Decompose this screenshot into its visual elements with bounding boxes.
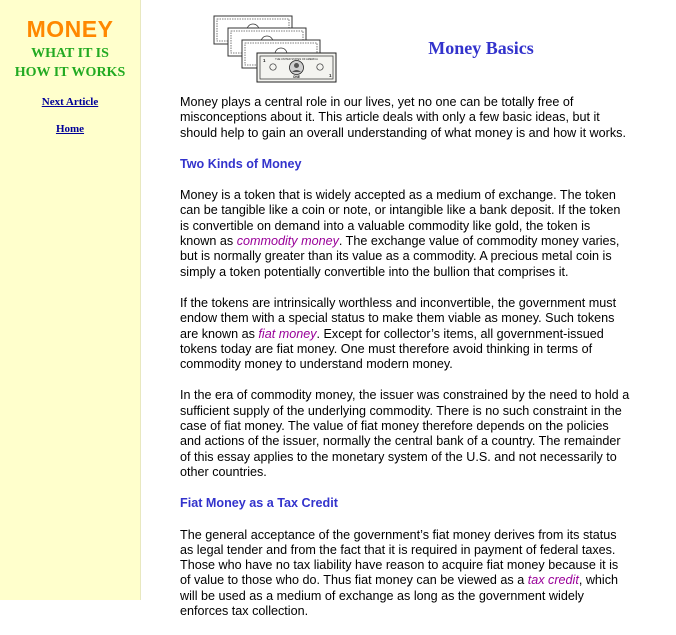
term-fiat-money: fiat money [258,326,317,341]
sidebar [0,0,141,600]
next-article-link[interactable]: Next Article [41,96,99,108]
site-subtitle-line1: WHAT IT IS [31,46,109,61]
intro-paragraph: Money plays a central role in our lives, yet no one can be totally free of misconceptions about it. This article deals with only a few basic ideas, but it should help to gain an overall understanding of what money is and how it works. [180,95,626,140]
bill-heading-text: THE UNITED STATES OF AMERICA [275,57,318,61]
site-title: MONEY [26,16,114,42]
term-tax-credit: tax credit [527,573,579,588]
home-link[interactable]: Home [55,123,85,135]
bill-word-text: ONE [293,75,300,79]
paragraph-era: In the era of commodity money, the issuer was constrained by the need to hold a sufficient supply of the underlying commodity. There is no such constraint in the case of fiat money. The value of fiat money therefore depends on the policies and actions of the issuer, normally the central bank of a country. The remainder of this essay applies to the monetary system of the U.S. and not necessarily to other countries. [180,388,630,479]
bill-corner-denomination-2: 1 [329,73,332,78]
term-commodity-money: commodity money [236,234,339,249]
site-subtitle-line2: HOW IT WORKS [14,65,126,80]
dollar-bills-image [213,15,337,83]
section-heading-tax-credit: Fiat Money as a Tax Credit [180,496,338,511]
paragraph-token: Money is a token that is widely accepted as a medium of exchange. The token can be tangible like a coin or note, or intangible like a bank deposit. If the token is convertible on demand into a valuable commodity like gold, the token is known as commodity money. The exchange value of commodity money varies, but is normally greater than its value as a commodity. A precious metal coin is simply a token potentially convertible into the bullion that comprises it. [180,188,621,279]
bill-corner-denomination: 1 [263,58,266,63]
paragraph-tax: The general acceptance of the government’s fiat money derives from its status as legal tender and from the fact that it is required in payment of federal taxes. Those who have no tax liability have reason to acquire fiat money because it is of value to those who do. Thus fiat money can be viewed as a tax credit, which will be used as a medium of exchange as long as the government widely enforces tax collection. [180,527,619,619]
main-content [141,0,676,619]
section-heading-two-kinds: Two Kinds of Money [180,156,302,171]
article-body [180,95,630,635]
paragraph-fiat: If the tokens are intrinsically worthless and inconvertible, the government must endow them with a special status to make them viable as money. Such tokens are known as fiat money. Except for collector’s items, all government-issued tokens today are fiat money. One must therefore avoid thinking in terms of commodity money to understand modern money. [180,295,617,372]
page-title: Money Basics [428,38,534,58]
